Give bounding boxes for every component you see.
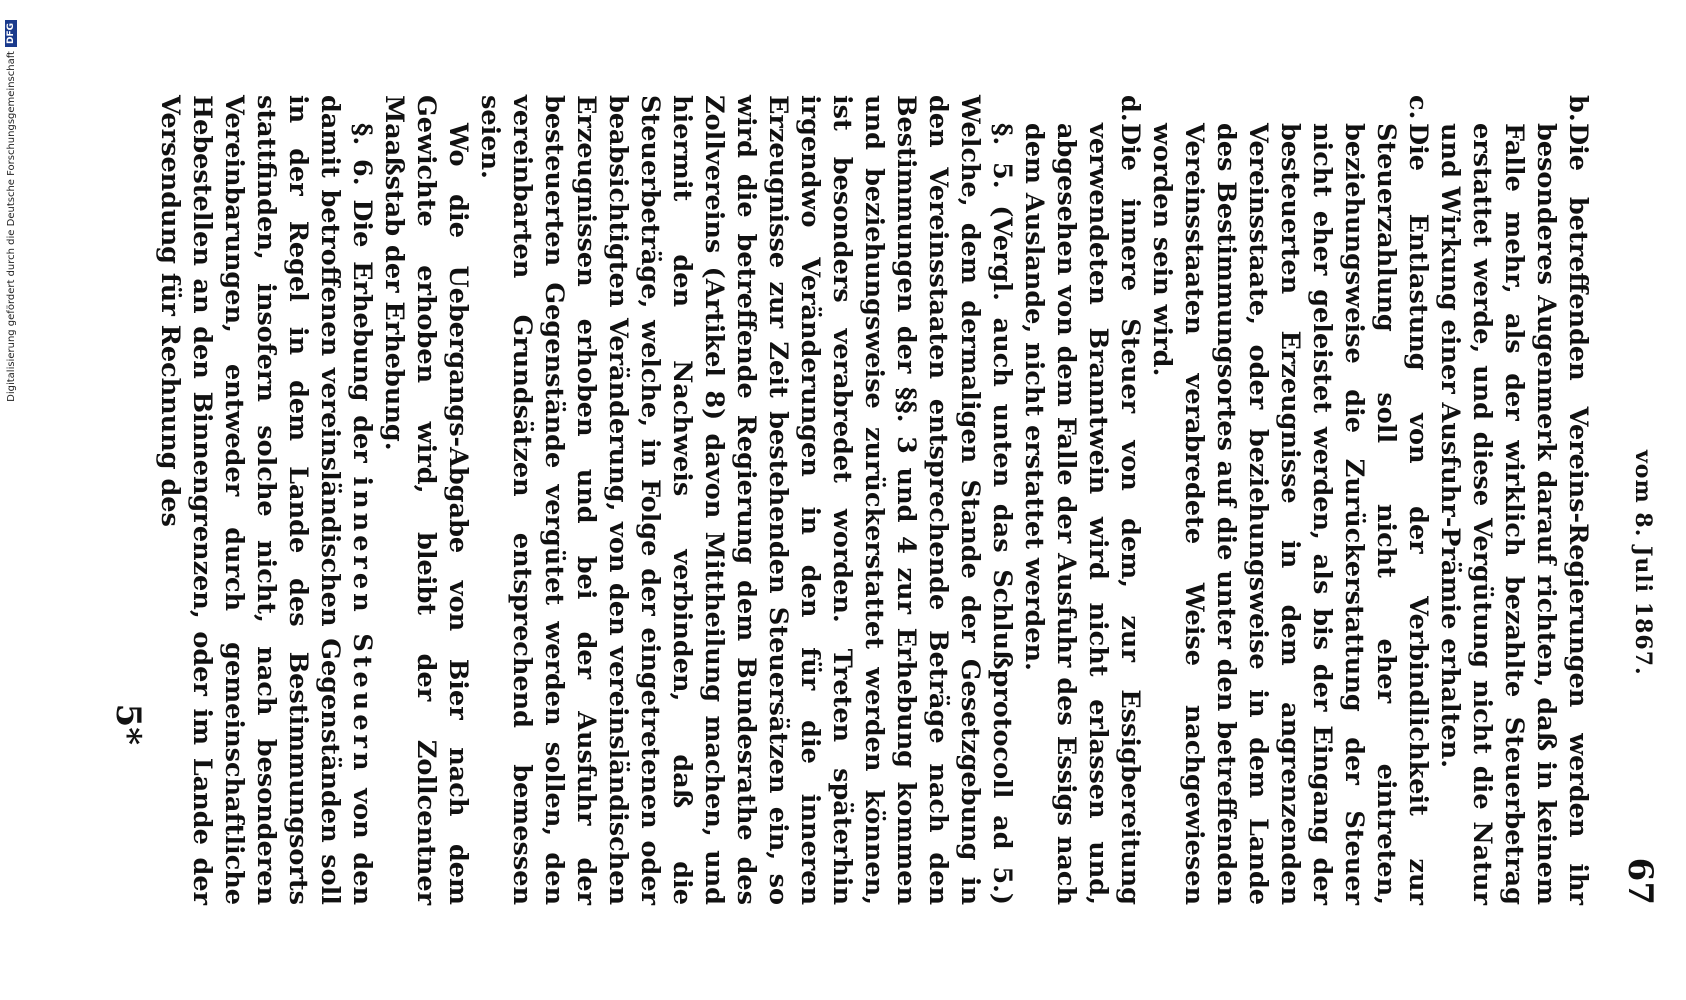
- item-letter: d.: [1115, 95, 1145, 122]
- item-letter: c.: [1403, 95, 1433, 120]
- credit-text: Digitalisierung gefördert durch die Deutsche Forschungsgemeinschaft: [5, 51, 17, 402]
- section-5-beer-paragraph: Wo die Uebergangs-Abgabe von Bier nach dem Gewichte erhoben wird, bleibt der Zollcentner Maaßstab der Erhebung.: [379, 95, 473, 905]
- item-letter: b.: [1563, 95, 1593, 122]
- section-6-prefix: §. 6. Die Erhebung der: [347, 123, 377, 463]
- item-text: Die betreffenden Vereins-Regierungen werden ihr besonderes Augenmerk darauf richten, daß in keinem Falle mehr, als der wirklich bezahlte Steuerbetrag erstattet werde, und diese Vergütung nicht die Natur und Wirkung einer Ausfuhr-Prämie erhalten.: [1435, 123, 1593, 905]
- dfg-logo: DFG: [5, 20, 17, 47]
- running-title: vom 8. Juli 1867.: [1630, 450, 1656, 676]
- digitization-credit: [2, 0, 22, 1000]
- page-number: 67: [1620, 857, 1660, 905]
- section-5-paragraph: §. 5. (Vergl. auch unten das Schlußprotocoll ad 5.) Welche, dem dermaligen Stande der Gesetzgebung in den Vereinsstaaten entsprechende Beträge nach den Bestimmungen der §§. 3 und 4 zur Erhebung kommen und beziehungsweise zurückerstattet werden können, ist besonders verabredet worden. Treten späterhin irgendwo Veränderungen in den für die inneren Erzeugnisse zur Zeit bestehenden Steuersätzen ein, so wird die betreffende Regierung dem Bundesrathe des Zollvereins (Artikel 8) davon Mittheilung machen, und hiermit den Nachweis verbinden, daß die Steuerbeträge, welche, in Folge der eingetretenen oder beabsichtigten Veränderung, von den vereinsländischen Erzeugnissen erhoben und bei der Ausfuhr der besteuerten Gegenstände vergütet werden sollen, den vereinbarten Grundsätzen entsprechend bemessen seien.: [475, 95, 1017, 905]
- section-6-paragraph: [154, 95, 378, 905]
- credit-line: [2, 20, 20, 1000]
- item-text: Die Entlastung von der Verbindlichkeit zur Steuerzahlung soll nicht eher eintreten, beziehungsweise die Zurückerstattung der Steuer nicht eher geleistet werden, als bis der Eingang der besteuerten Erzeugnisse in dem angrenzenden Vereinsstaate, oder beziehungsweise in dem Lande des Bestimmungsortes auf die unter den betreffenden Vereinsstaaten verabredete Weise nachgewiesen worden sein wird.: [1147, 123, 1433, 905]
- list-item-c: [1146, 95, 1434, 905]
- list-item-d: [1018, 95, 1146, 905]
- list-item-b: [1434, 95, 1594, 905]
- section-6-rest: von den damit betroffenen vereinsländischen Gegenständen soll in der Regel in dem Lande des Bestimmungsorts stattfinden, insofern solche nicht, nach besonderen Vereinbarungen, entweder durch gemeinschaftliche Hebestellen an den Binnengrenzen, oder im Lande der Versendung für Rechnung des: [155, 95, 377, 905]
- section-6-emphasis: inneren Steuern: [347, 476, 377, 775]
- page-content: [108, 95, 1660, 905]
- item-text: Die innere Steuer von dem, zur Essigbereitung verwendeten Branntwein wird nicht erlassen und, abgesehen von dem Falle der Ausfuhr des Essigs nach dem Auslande, nicht erstattet werden.: [1019, 123, 1145, 905]
- sheet-signature-mark: 5*: [108, 703, 148, 745]
- page-header: [1618, 95, 1658, 905]
- body-text: [154, 95, 1594, 905]
